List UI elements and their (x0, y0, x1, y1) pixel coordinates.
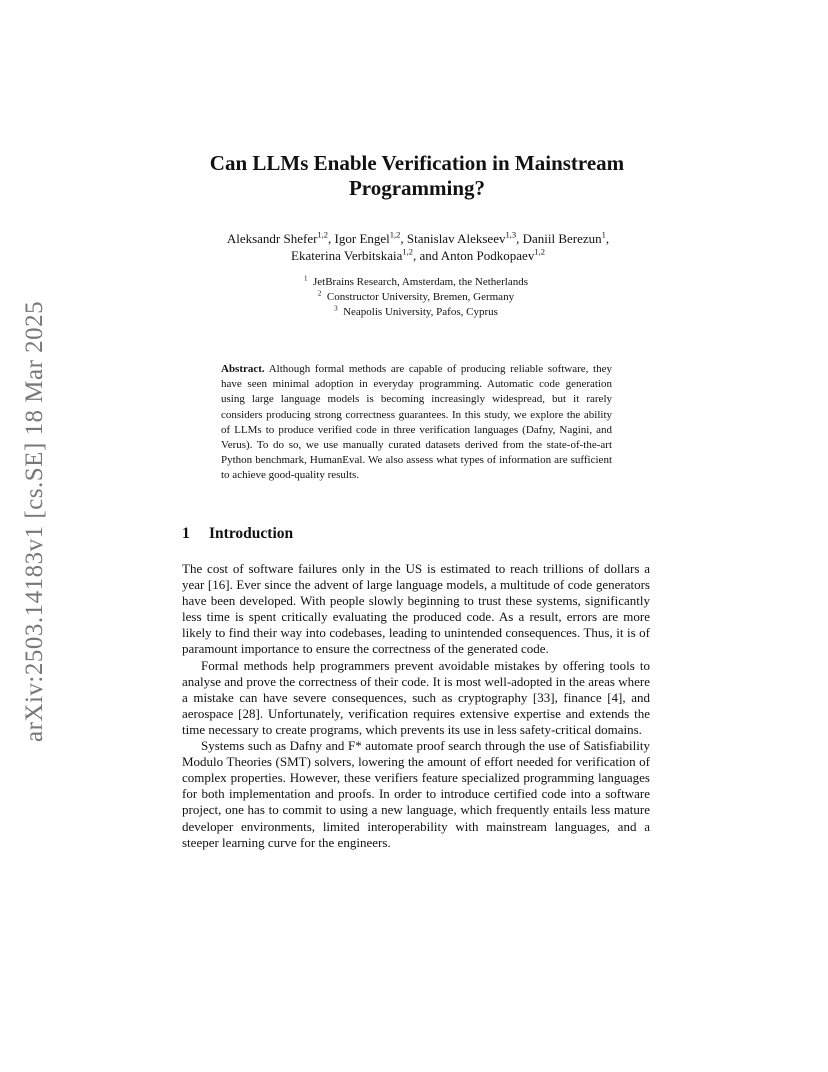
author-separator: , (400, 231, 407, 246)
author-name: Daniil Berezun (522, 231, 602, 246)
affiliation-number: 2 (317, 289, 322, 298)
author (441, 248, 545, 263)
author-affiliation-marks: 1,2 (317, 229, 329, 240)
author (291, 248, 441, 263)
author-separator: , and (412, 248, 441, 263)
author-separator: , (516, 231, 523, 246)
paragraph: The cost of software failures only in the US is estimated to reach trillions of dollars a year [16]. Ever since the advent of large language models, a multitude of code generators have been developed. With people slowly beginning to trust these systems, significantly less time is spent critically evaluating the produced code. As a result, errors are more likely to find their way into codebases, leading to unintended consequences. Thus, it is of paramount importance to ensure the correctness of the generated code. (182, 561, 650, 657)
author-affiliation-marks: 1,2 (402, 246, 413, 257)
affiliation-list (200, 275, 632, 320)
section-title: Introduction (209, 525, 294, 542)
author-separator: , (328, 231, 335, 246)
abstract-text: Although formal methods are capable of producing reliable software, they have seen minimal adoption in everyday programming. Automatic code generation using large language models is becoming increasingly widespread, but it rarely considers producing strong correctness guarantees. In this study, we explore the ability of LLMs to produce verified code in three verification languages (Dafny, Nagini, and Verus). To do so, we use manually curated datasets derived from the state-of-the-art Python benchmark, HumanEval. We also assess what types of information are sufficient to achieve good-quality results. (221, 363, 612, 482)
author-separator: , (605, 231, 610, 246)
author-name: Aleksandr Shefer (226, 231, 318, 246)
affiliation-number: 1 (303, 274, 308, 283)
introduction-body (182, 561, 650, 851)
paragraph: Formal methods help programmers prevent avoidable mistakes by offering tools to analyse and prove the correctness of their code. It is most well-adopted in the areas where a mistake can have severe consequences, such as cryptography [33], finance [4], and aerospace [28]. Unfortunately, verification requires extensive expertise and extends the time necessary to create programs, which prevents its use in less safety-critical domains. (182, 657, 650, 737)
affiliation-number: 3 (334, 304, 338, 313)
affiliation-text: Constructor University, Bremen, Germany (326, 291, 515, 303)
author-affiliation-marks: 1,2 (389, 229, 401, 240)
paper-title (150, 151, 684, 201)
author-list (160, 230, 676, 264)
affiliation-text: JetBrains Research, Amsterdam, the Netherlands (312, 276, 529, 288)
author-name: Anton Podkopaev (440, 248, 535, 263)
author (335, 231, 407, 246)
paragraph: Systems such as Dafny and F* automate proof search through the use of Satisfiability Modulo Theories (SMT) solvers, lowering the amount of effort needed for verification of complex properties. However, these verifiers feature specialized programming languages for both implementation and proofs. In order to introduce certified code into a software project, one has to commit to using a new language, which frequently entails less mature developer environments, limited interoperability with mainstream languages, and a steeper learning curve for the engineers. (182, 738, 650, 850)
affiliation (200, 305, 632, 320)
section-number: 1 (182, 525, 190, 542)
title-line-1: Can LLMs Enable Verification in Mainstream (209, 151, 625, 175)
author-name: Stanislav Alekseev (406, 231, 506, 246)
author-affiliation-marks: 1,3 (505, 229, 517, 240)
title-line-2: Programming? (348, 176, 486, 200)
affiliation (200, 275, 632, 290)
abstract-label: Abstract. (221, 363, 265, 375)
section-heading (182, 524, 293, 544)
author (227, 231, 335, 246)
author-name: Ekaterina Verbitskaia (291, 248, 403, 263)
author (407, 231, 523, 246)
arxiv-identifier-stamp: arXiv:2503.14183v1 [cs.SE] 18 Mar 2025 (21, 300, 48, 742)
affiliation (200, 290, 632, 305)
author-affiliation-marks: 1 (601, 229, 606, 240)
affiliation-text: Neapolis University, Pafos, Cyprus (343, 306, 498, 318)
author-affiliation-marks: 1,2 (534, 246, 545, 257)
abstract (221, 362, 612, 484)
author (523, 231, 610, 246)
author-name: Igor Engel (334, 231, 390, 246)
